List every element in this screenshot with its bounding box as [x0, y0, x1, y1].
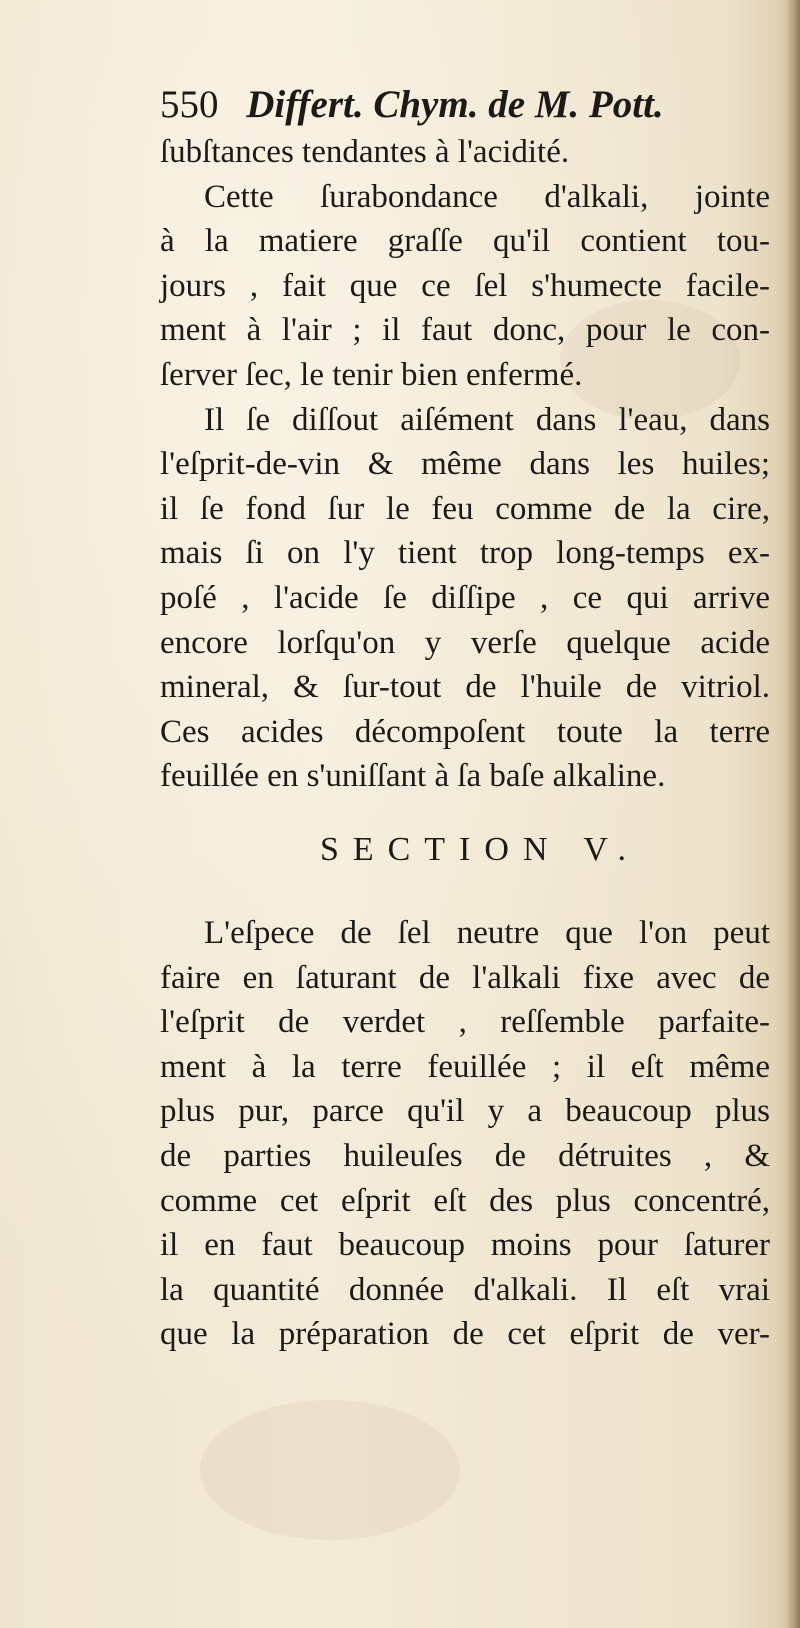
text-line: poſé , l'acide ſe diſſipe , ce qui arrive [160, 579, 770, 616]
text-line: plus pur, parce qu'il y a beaucoup plus [160, 1093, 770, 1130]
text-line: feuillée en s'uniſſant à ſa baſe alkaline. [160, 758, 666, 795]
text-line: L'eſpece de ſel neutre que l'on peut [204, 915, 770, 951]
paper-stain [200, 1400, 460, 1540]
page-number: 550 [160, 83, 219, 126]
text-line: Ces acides décompoſent toute la terre [160, 713, 770, 750]
text-line: la quantité donnée d'alkali. Il eſt vrai [160, 1271, 770, 1308]
text-line: mineral, & ſur-tout de l'huile de vitriol. [160, 669, 770, 706]
text-block-before-section [160, 130, 770, 799]
text-line: faire en ſaturant de l'alkali fixe avec de [160, 959, 770, 996]
text-line: que la préparation de cet eſprit de ver- [160, 1316, 770, 1353]
text-line: il en faut beaucoup moins pour ſaturer [160, 1227, 770, 1264]
page-edge-shadow [786, 0, 800, 1628]
text-line: Cette ſurabondance d'alkali, jointe [204, 178, 770, 215]
text-line: jours , fait que ce ſel s'humecte facile- [160, 267, 770, 304]
text-line: comme cet eſprit eſt des plus concentré, [160, 1182, 770, 1219]
text-line: l'eſprit-de-vin & même dans les huiles; [160, 446, 770, 483]
text-line: ment à la terre feuillée ; il eſt même [160, 1048, 770, 1085]
text-line: de parties huileuſes de détruites , & [160, 1137, 770, 1174]
text-line: ment à l'air ; il faut donc, pour le con- [160, 312, 770, 349]
text-line: ſubſtances tendantes à l'acidité. [160, 134, 570, 170]
text-line: encore lorſqu'on y verſe quelque acide [160, 624, 770, 661]
text-line: ſerver ſec, le tenir bien enfermé. [160, 356, 583, 393]
section-heading: SECTION V. [319, 831, 641, 868]
running-title: Differt. Chym. de M. Pott. [246, 83, 664, 126]
text-line: Il ſe diſſout aiſément dans l'eau, dans [204, 401, 770, 438]
text-line: à la matiere graſſe qu'il contient tou- [160, 223, 770, 260]
text-block-after-section [160, 911, 770, 1357]
text-line: l'eſprit de verdet , reſſemble parfaite- [160, 1004, 770, 1041]
running-header [160, 80, 720, 130]
text-line: il ſe fond ſur le feu comme de la cire, [160, 490, 770, 527]
text-line: mais ſi on l'y tient trop long-temps ex- [160, 535, 770, 572]
